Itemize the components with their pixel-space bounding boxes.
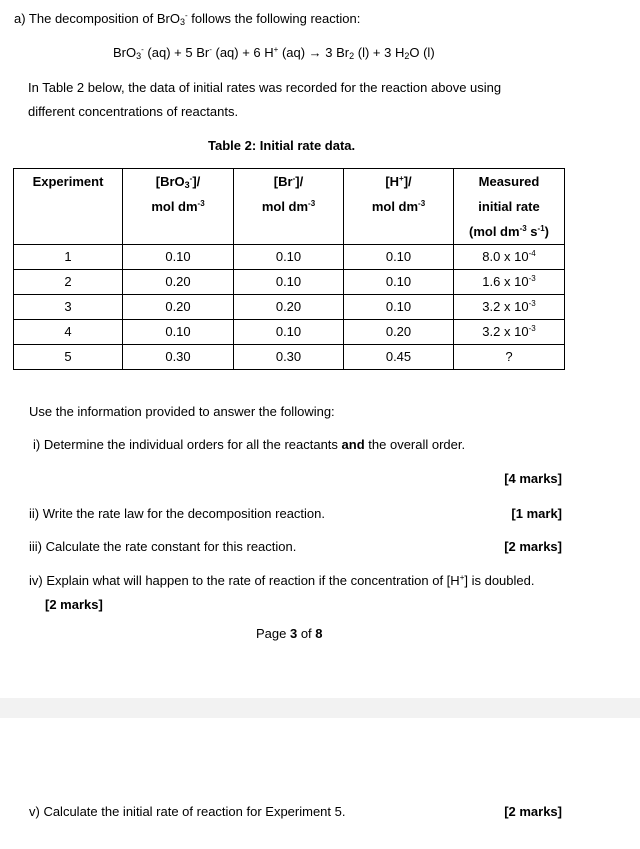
cell-bro3: 0.20: [123, 295, 234, 320]
cell-bro3: 0.30: [123, 345, 234, 370]
task-iv-marks: [2 marks]: [45, 597, 103, 612]
header-br: [Br-]/ mol $dm^{-3}$: [234, 169, 344, 245]
task-i-marks: [4 marks]: [504, 471, 562, 486]
task-iv: iv) Explain what will happen to the rate of reaction if the concentration of [H+] is doubled.: [29, 573, 535, 588]
cell-h: 0.10: [344, 270, 454, 295]
cell-experiment: 4: [14, 320, 123, 345]
cell-experiment: 2: [14, 270, 123, 295]
cell-bro3: 0.10: [123, 245, 234, 270]
header-experiment: Experiment: [14, 169, 123, 245]
table-row: [14, 345, 565, 370]
task-iii-marks: [2 marks]: [504, 539, 562, 554]
tasks-intro: Use the information provided to answer the following:: [29, 404, 335, 419]
reaction-equation: BrO$_3$- (aq) + 5 Br- (aq) + 6 H+ (aq) → 3 $Br_2$ (l) + 3 $H_2O$ (l): [113, 45, 435, 61]
task-i: i) Determine the individual orders for all the reactants and the overall order.: [33, 437, 466, 452]
cell-experiment: 3: [14, 295, 123, 320]
cell-br: 0.30: [234, 345, 344, 370]
cell-h: 0.45: [344, 345, 454, 370]
table-row: [14, 295, 565, 320]
cell-experiment: 5: [14, 345, 123, 370]
task-ii: ii) Write the rate law for the decomposition reaction.: [29, 506, 326, 521]
cell-rate: 3.2 x $10^{-3}$: [454, 295, 565, 320]
paragraph-line-1: In Table 2 below, the data of initial rates was recorded for the reaction above using: [28, 80, 502, 95]
table-row: [14, 245, 565, 270]
cell-h: 0.20: [344, 320, 454, 345]
cell-bro3: 0.10: [123, 320, 234, 345]
cell-bro3: 0.20: [123, 270, 234, 295]
task-iii: iii) Calculate the rate constant for this reaction.: [29, 539, 297, 554]
page-break-separator: [0, 698, 640, 718]
page-number: Page 3 of 8: [256, 626, 323, 641]
cell-experiment: 1: [14, 245, 123, 270]
cell-rate: 8.0 x $10^{-4}$: [454, 245, 565, 270]
table-row: [14, 320, 565, 345]
cell-rate: 3.2 x $10^{-3}$: [454, 320, 565, 345]
cell-br: 0.10: [234, 245, 344, 270]
cell-br: 0.10: [234, 320, 344, 345]
cell-br: 0.20: [234, 295, 344, 320]
task-v: v) Calculate the initial rate of reaction for Experiment 5.: [29, 804, 346, 819]
paragraph-line-2: different concentrations of reactants.: [28, 104, 239, 119]
cell-br: 0.10: [234, 270, 344, 295]
cell-rate: ?: [454, 345, 565, 370]
cell-h: 0.10: [344, 295, 454, 320]
header-bro3: [BrO$_3$-]/ mol $dm^{-3}$: [123, 169, 234, 245]
table-caption: Table 2: Initial rate data.: [208, 138, 356, 153]
table-row: [14, 270, 565, 295]
header-measured-rate: Measured initial rate (mol $dm^{-3}$ $s^{-1}$): [454, 169, 565, 245]
header-h: [H+]/ mol $dm^{-3}$: [344, 169, 454, 245]
task-v-marks: [2 marks]: [504, 804, 562, 819]
cell-rate: 1.6 x $10^{-3}$: [454, 270, 565, 295]
cell-h: 0.10: [344, 245, 454, 270]
part-a-intro: a) The decomposition of BrO$_3$- follows the following reaction:: [14, 11, 361, 27]
table-header-row: [14, 169, 565, 245]
initial-rate-table: [13, 168, 565, 370]
task-ii-marks: [1 mark]: [511, 506, 562, 521]
